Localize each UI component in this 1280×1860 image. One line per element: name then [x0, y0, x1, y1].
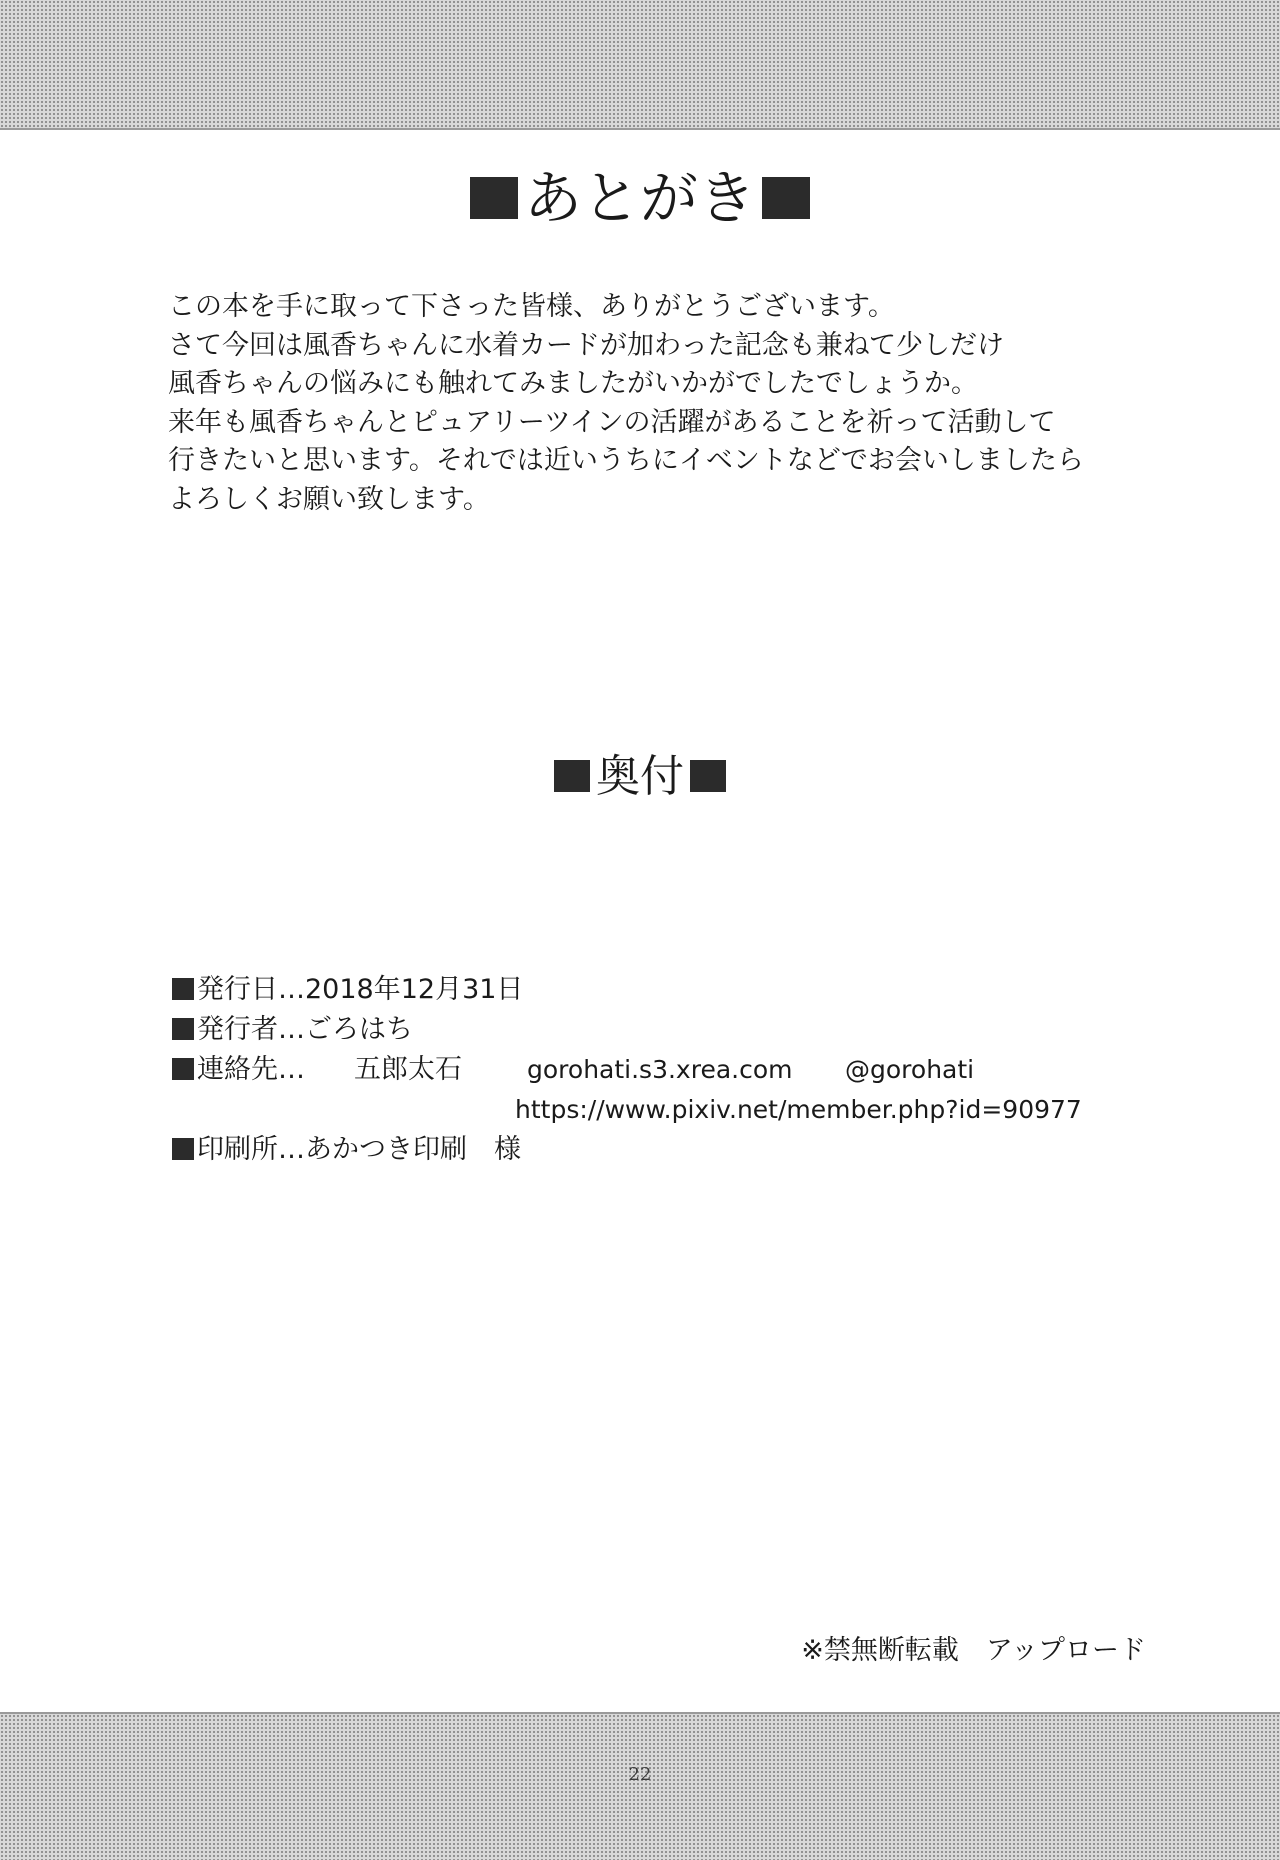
afterword-title: あとがき: [523, 164, 756, 232]
header-halftone-band: [0, 0, 1280, 130]
footer-halftone-band: [0, 1712, 1280, 1860]
publish-date: 発行日…2018年12月31日: [197, 974, 524, 1005]
square-bullet-icon: [172, 1058, 194, 1080]
reproduction-notice: ※禁無断転載 アップロード: [801, 1635, 1146, 1666]
square-bullet-icon: [172, 1018, 194, 1040]
publisher-row: [172, 1010, 1152, 1050]
square-bullet-icon: [554, 760, 590, 792]
colophon-details: [172, 970, 1152, 1170]
square-bullet-icon: [762, 177, 810, 219]
contact-name: 五郎太石: [354, 1054, 462, 1085]
page-number: 22: [628, 1764, 652, 1785]
square-bullet-icon: [172, 978, 194, 1000]
contact-label: 連絡先…: [197, 1054, 305, 1085]
afterword-line: さて今回は風香ちゃんに水着カードが加わった記念も兼ねて少しだけ: [168, 329, 1005, 361]
pixiv-row: [172, 1090, 1152, 1130]
afterword-line: この本を手に取って下さった皆様、ありがとうございます。: [168, 291, 895, 322]
twitter-handle[interactable]: @gorohati: [845, 1055, 975, 1084]
colophon-heading: [0, 748, 1280, 806]
square-bullet-icon: [470, 177, 518, 219]
afterword-body: [168, 288, 1128, 519]
afterword-line: 来年も風香ちゃんとピュアリーツインの活躍があることを祈って活動して: [168, 406, 1056, 438]
square-bullet-icon: [690, 760, 726, 792]
afterword-line: よろしくお願い致します。: [168, 483, 490, 515]
afterword-line: 行きたいと思います。それでは近いうちにイベントなどでお会いしましたら: [168, 445, 1084, 476]
publish-date-row: [172, 970, 1152, 1010]
contact-row: [172, 1050, 1152, 1090]
square-bullet-icon: [172, 1138, 194, 1160]
printer: 印刷所…あかつき印刷 様: [197, 1134, 521, 1165]
colophon-title: 奥付: [596, 751, 684, 802]
printer-row: [172, 1130, 1152, 1170]
website-link[interactable]: gorohati.s3.xrea.com: [527, 1055, 793, 1084]
pixiv-link[interactable]: https://www.pixiv.net/member.php?id=90977: [515, 1095, 1082, 1124]
publisher: 発行者…ごろはち: [197, 1014, 413, 1045]
afterword-line: 風香ちゃんの悩みにも触れてみましたがいかがでしたでしょうか。: [168, 368, 978, 399]
afterword-heading: [0, 162, 1280, 234]
